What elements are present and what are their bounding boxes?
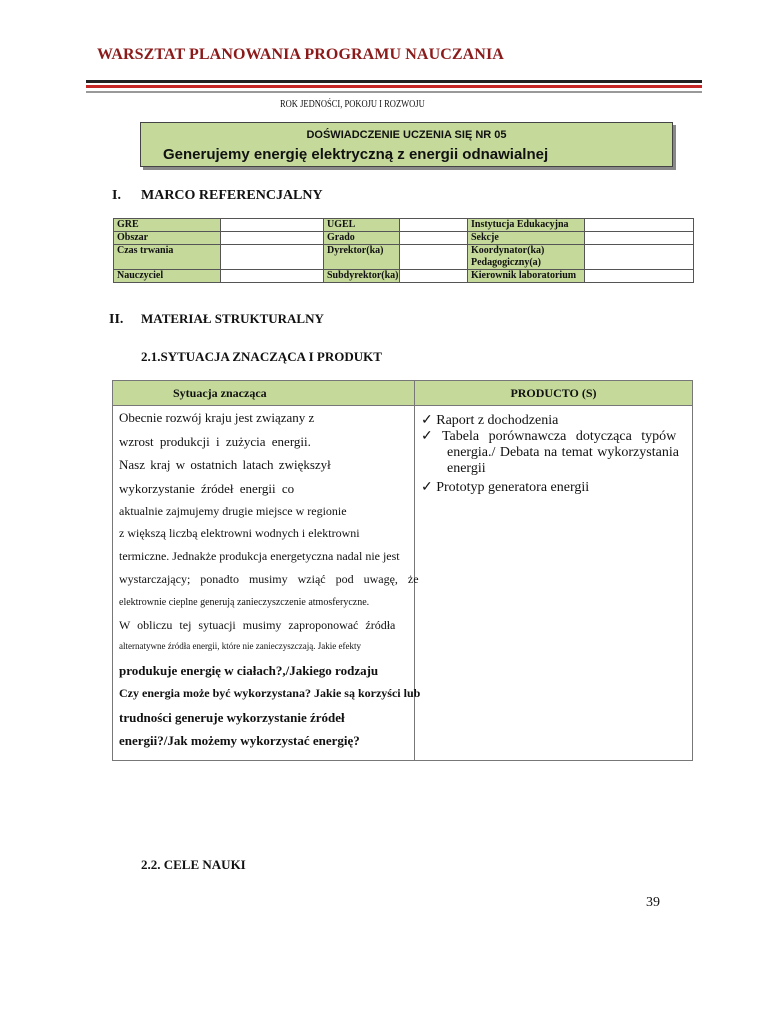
check-icon: ✓ [421,429,433,444]
value-gre [221,219,324,232]
table-row [114,270,694,283]
label-coordinator: Koordynator(ka) Pedagogiczny(a) [468,245,585,270]
situation-line: Nasz kraj w ostatnich latach zwiększył [119,457,331,472]
situation-line: termiczne. Jednakże produkcja energetyczna nadal nie jest [119,549,400,563]
table-row [114,219,694,232]
situation-line: Obecnie rozwój kraju jest związany z [119,410,315,425]
situation-product-table [112,380,693,761]
value-subdirector [400,270,468,283]
value-sections [585,232,694,245]
table-row [114,232,694,245]
product-item [421,479,589,496]
experience-number: DOŚWIADCZENIE UCZENIA SIĘ NR 05 [306,129,507,141]
situation-line: Czy energia może być wykorzystana? Jakie są korzyści lub [119,686,421,700]
experience-title-box [140,122,673,167]
value-coordinator [585,245,694,270]
situation-line: wystarczający; ponadto musimy wziąć pod uwagę, że [119,572,419,586]
situation-line: aktualnie zajmujemy drugie miejsce w regionie [119,504,347,518]
situation-line: trudności generuje wykorzystanie źródeł [119,710,345,725]
label-duration: Czas trwania [114,245,221,270]
subsection-title-21: 2.1.SYTUACJA ZNACZĄCA I PRODUKT [141,349,382,364]
reference-table [113,218,694,283]
situation-line: produkuje energię w ciałach?,/Jakiego rodzaju [119,663,379,678]
section-title-1: MARCO REFERENCJALNY [141,188,323,203]
value-teacher [221,270,324,283]
situation-line: elektrownie cieplne generują zanieczyszczenie atmosferyczne. [119,597,370,608]
label-director: Dyrektor(ka) [324,245,400,270]
header-rule-gray [86,91,702,93]
product-text-continued: energii [447,461,486,476]
situation-line: wykorzystanie źródeł energii co [119,481,295,496]
label-gre: GRE [114,219,221,232]
situation-line: W obliczu tej sytuacji musimy zaproponować źródła [119,618,396,632]
label-sections: Sekcje [468,232,585,245]
product-text: Raport z dochodzenia [436,413,559,428]
product-item [421,412,558,429]
section-number-2: II. [109,312,124,327]
product-text-continued: energia./ Debata na temat wykorzystania [447,445,679,460]
label-area: Obszar [114,232,221,245]
product-item [421,428,676,445]
header-situation: Sytuacja znacząca [113,381,415,406]
value-duration [221,245,324,270]
label-teacher: Nauczyciel [114,270,221,283]
experience-title: Generujemy energię elektryczną z energii odnawialnej [163,146,549,163]
situation-line: alternatywne źródła energii, które nie zanieczyszczają. Jakie efekty [119,641,361,651]
value-institution [585,219,694,232]
header-products: PRODUCTO (S) [415,381,692,406]
situation-line: energii?/Jak możemy wykorzystać energię? [119,733,360,748]
table-row [114,245,694,270]
value-director [400,245,468,270]
product-text: Tabela porównawcza dotycząca typów [441,429,677,444]
subsection-title-22: 2.2. CELE NAUKI [141,857,246,872]
label-grade: Grado [324,232,400,245]
label-ugel: UGEL [324,219,400,232]
label-institution: Instytucja Edukacyjna [468,219,585,232]
value-area [221,232,324,245]
situation-line: wzrost produkcji i zużycia energii. [119,434,311,449]
product-text: Prototyp generatora energii [436,480,590,495]
section-number-1: I. [112,188,121,203]
value-lab-manager [585,270,694,283]
header-title: WARSZTAT PLANOWANIA PROGRAMU NAUCZANIA [97,46,504,63]
check-icon: ✓ [421,413,433,428]
page-number: 39 [646,895,660,910]
header-rule-red [86,85,702,88]
situation-line: z większą liczbą elektrowni wodnych i elektrowni [119,526,360,540]
year-motto: ROK JEDNOŚCI, POKOJU I ROZWOJU [280,99,425,110]
value-grade [400,232,468,245]
label-lab-manager: Kierownik laboratorium [468,270,585,283]
check-icon: ✓ [421,480,433,495]
section-title-2: MATERIAŁ STRUKTURALNY [141,311,324,326]
header-rule-dark [86,80,702,83]
label-subdirector: Subdyrektor(ka) [324,270,400,283]
value-ugel [400,219,468,232]
